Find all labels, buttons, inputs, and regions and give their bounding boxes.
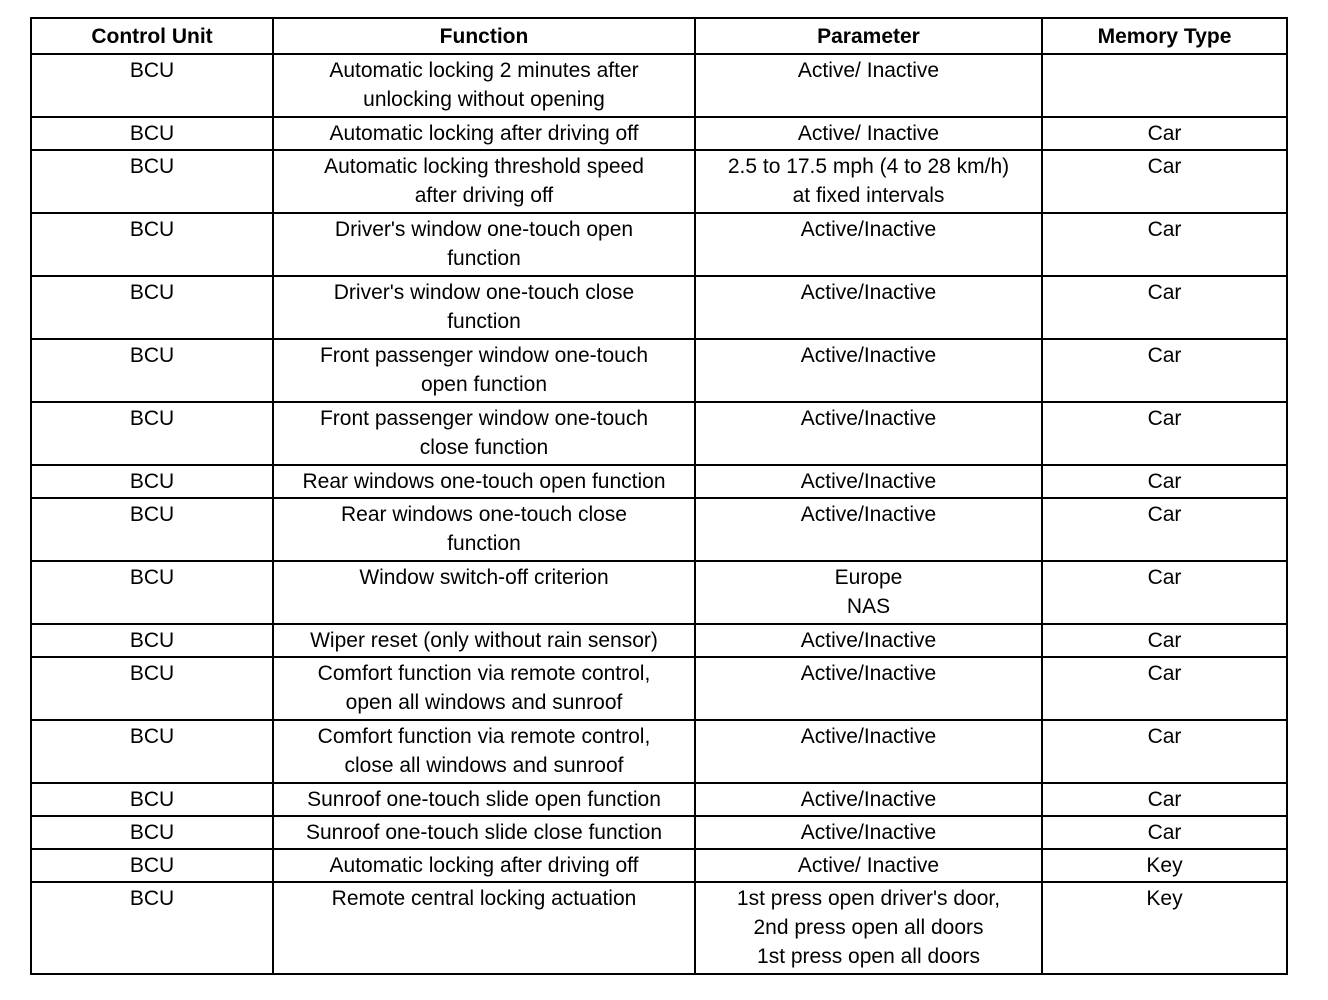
function-line: Remote central locking actuation	[331, 887, 637, 910]
cell-parameter	[695, 783, 1042, 816]
function-line: open all windows and sunroof	[345, 691, 623, 714]
parameter-line: Europe	[834, 566, 903, 589]
cell-parameter	[695, 498, 1042, 561]
parameter-line: Active/Inactive	[800, 725, 937, 748]
cell-parameter	[695, 402, 1042, 465]
cell-parameter	[695, 882, 1042, 974]
coding-parameters-table	[30, 17, 1288, 975]
parameter-line: 1st press open driver's door,	[736, 887, 1001, 910]
cell-control-unit: BCU	[31, 402, 273, 465]
function-line: Window switch-off criterion	[359, 566, 609, 589]
cell-function	[273, 783, 695, 816]
parameter-line: at fixed intervals	[792, 184, 945, 207]
function-line: close function	[419, 436, 549, 459]
parameter-line: Active/Inactive	[800, 503, 937, 526]
parameter-line: Active/Inactive	[800, 629, 937, 652]
parameter-line: Active/ Inactive	[797, 854, 940, 877]
cell-memory-type: Car	[1042, 783, 1287, 816]
parameter-line: Active/ Inactive	[797, 122, 940, 145]
parameter-line: Active/Inactive	[800, 470, 937, 493]
cell-memory-type: Car	[1042, 465, 1287, 498]
function-line: after driving off	[414, 184, 554, 207]
cell-function	[273, 849, 695, 882]
cell-memory-type	[1042, 54, 1287, 117]
function-line: Rear windows one-touch open function	[302, 470, 666, 493]
function-line: Comfort function via remote control,	[317, 725, 651, 748]
cell-control-unit: BCU	[31, 624, 273, 657]
cell-parameter	[695, 465, 1042, 498]
cell-parameter	[695, 624, 1042, 657]
table-row	[31, 150, 1287, 213]
function-line: Comfort function via remote control,	[317, 662, 651, 685]
cell-control-unit: BCU	[31, 339, 273, 402]
table-row	[31, 561, 1287, 624]
cell-control-unit: BCU	[31, 783, 273, 816]
cell-control-unit: BCU	[31, 849, 273, 882]
cell-control-unit: BCU	[31, 150, 273, 213]
cell-control-unit: BCU	[31, 117, 273, 150]
cell-function	[273, 150, 695, 213]
table-header-row	[31, 18, 1287, 54]
function-line: Automatic locking after driving off	[329, 854, 639, 877]
function-line: function	[447, 310, 521, 333]
cell-control-unit: BCU	[31, 213, 273, 276]
parameter-line: 2nd press open all doors	[753, 916, 984, 939]
table-row	[31, 624, 1287, 657]
parameter-line: Active/Inactive	[800, 788, 937, 811]
cell-function	[273, 117, 695, 150]
cell-function	[273, 276, 695, 339]
table-row	[31, 402, 1287, 465]
function-line: Rear windows one-touch close	[341, 503, 627, 526]
header-parameter: Parameter	[695, 18, 1042, 54]
cell-function	[273, 657, 695, 720]
table-row	[31, 339, 1287, 402]
cell-memory-type: Car	[1042, 624, 1287, 657]
function-line: close all windows and sunroof	[344, 754, 624, 777]
cell-control-unit: BCU	[31, 561, 273, 624]
parameter-line: Active/Inactive	[800, 407, 937, 430]
cell-memory-type: Car	[1042, 117, 1287, 150]
table-row	[31, 657, 1287, 720]
cell-memory-type: Car	[1042, 657, 1287, 720]
header-memory-type: Memory Type	[1042, 18, 1287, 54]
cell-control-unit: BCU	[31, 720, 273, 783]
cell-parameter	[695, 849, 1042, 882]
cell-parameter	[695, 561, 1042, 624]
table-row	[31, 213, 1287, 276]
parameter-line: Active/ Inactive	[797, 59, 940, 82]
parameter-line: Active/Inactive	[800, 662, 937, 685]
function-line: function	[447, 247, 521, 270]
cell-function	[273, 816, 695, 849]
table-row	[31, 498, 1287, 561]
cell-function	[273, 882, 695, 974]
table-row	[31, 783, 1287, 816]
cell-parameter	[695, 150, 1042, 213]
table-row	[31, 816, 1287, 849]
function-line: Driver's window one-touch close	[333, 281, 635, 304]
parameter-line: Active/Inactive	[800, 218, 937, 241]
function-line: Wiper reset (only without rain sensor)	[310, 629, 658, 652]
cell-parameter	[695, 276, 1042, 339]
table-row	[31, 54, 1287, 117]
cell-function	[273, 720, 695, 783]
table-body	[31, 54, 1287, 974]
function-line: Automatic locking 2 minutes after	[329, 59, 639, 82]
parameter-line: 1st press open all doors	[757, 945, 980, 968]
function-line: Automatic locking after driving off	[329, 122, 639, 145]
cell-memory-type: Car	[1042, 276, 1287, 339]
function-line: unlocking without opening	[363, 88, 605, 111]
cell-memory-type: Key	[1042, 882, 1287, 974]
table-row	[31, 720, 1287, 783]
cell-control-unit: BCU	[31, 816, 273, 849]
cell-function	[273, 402, 695, 465]
cell-parameter	[695, 117, 1042, 150]
cell-control-unit: BCU	[31, 465, 273, 498]
cell-control-unit: BCU	[31, 54, 273, 117]
table-row	[31, 117, 1287, 150]
cell-memory-type: Car	[1042, 213, 1287, 276]
cell-memory-type: Car	[1042, 150, 1287, 213]
cell-memory-type: Car	[1042, 339, 1287, 402]
cell-parameter	[695, 816, 1042, 849]
header-function: Function	[273, 18, 695, 54]
table-row	[31, 276, 1287, 339]
cell-function	[273, 54, 695, 117]
parameter-line: Active/Inactive	[800, 821, 937, 844]
cell-control-unit: BCU	[31, 882, 273, 974]
function-line: Front passenger window one-touch	[319, 407, 649, 430]
table-row	[31, 465, 1287, 498]
function-line: Driver's window one-touch open	[334, 218, 634, 241]
function-line: open function	[420, 373, 548, 396]
parameter-line: 2.5 to 17.5 mph (4 to 28 km/h)	[727, 155, 1010, 178]
cell-memory-type: Car	[1042, 402, 1287, 465]
cell-function	[273, 339, 695, 402]
function-line: Sunroof one-touch slide close function	[305, 821, 663, 844]
cell-control-unit: BCU	[31, 276, 273, 339]
parameter-line: Active/Inactive	[800, 344, 937, 367]
cell-memory-type: Car	[1042, 720, 1287, 783]
cell-function	[273, 465, 695, 498]
parameter-line: Active/Inactive	[800, 281, 937, 304]
cell-memory-type: Car	[1042, 816, 1287, 849]
cell-function	[273, 213, 695, 276]
function-line: Front passenger window one-touch	[319, 344, 649, 367]
cell-parameter	[695, 339, 1042, 402]
cell-parameter	[695, 213, 1042, 276]
cell-parameter	[695, 720, 1042, 783]
function-line: function	[447, 532, 521, 555]
cell-parameter	[695, 54, 1042, 117]
cell-control-unit: BCU	[31, 498, 273, 561]
function-line: Automatic locking threshold speed	[324, 155, 644, 178]
table-row	[31, 882, 1287, 974]
cell-function	[273, 498, 695, 561]
cell-memory-type: Car	[1042, 498, 1287, 561]
cell-function	[273, 561, 695, 624]
cell-parameter	[695, 657, 1042, 720]
cell-function	[273, 624, 695, 657]
header-control-unit: Control Unit	[31, 18, 273, 54]
parameter-line: NAS	[846, 595, 891, 618]
cell-memory-type: Car	[1042, 561, 1287, 624]
cell-control-unit: BCU	[31, 657, 273, 720]
table-row	[31, 849, 1287, 882]
function-line: Sunroof one-touch slide open function	[307, 788, 661, 811]
cell-memory-type: Key	[1042, 849, 1287, 882]
